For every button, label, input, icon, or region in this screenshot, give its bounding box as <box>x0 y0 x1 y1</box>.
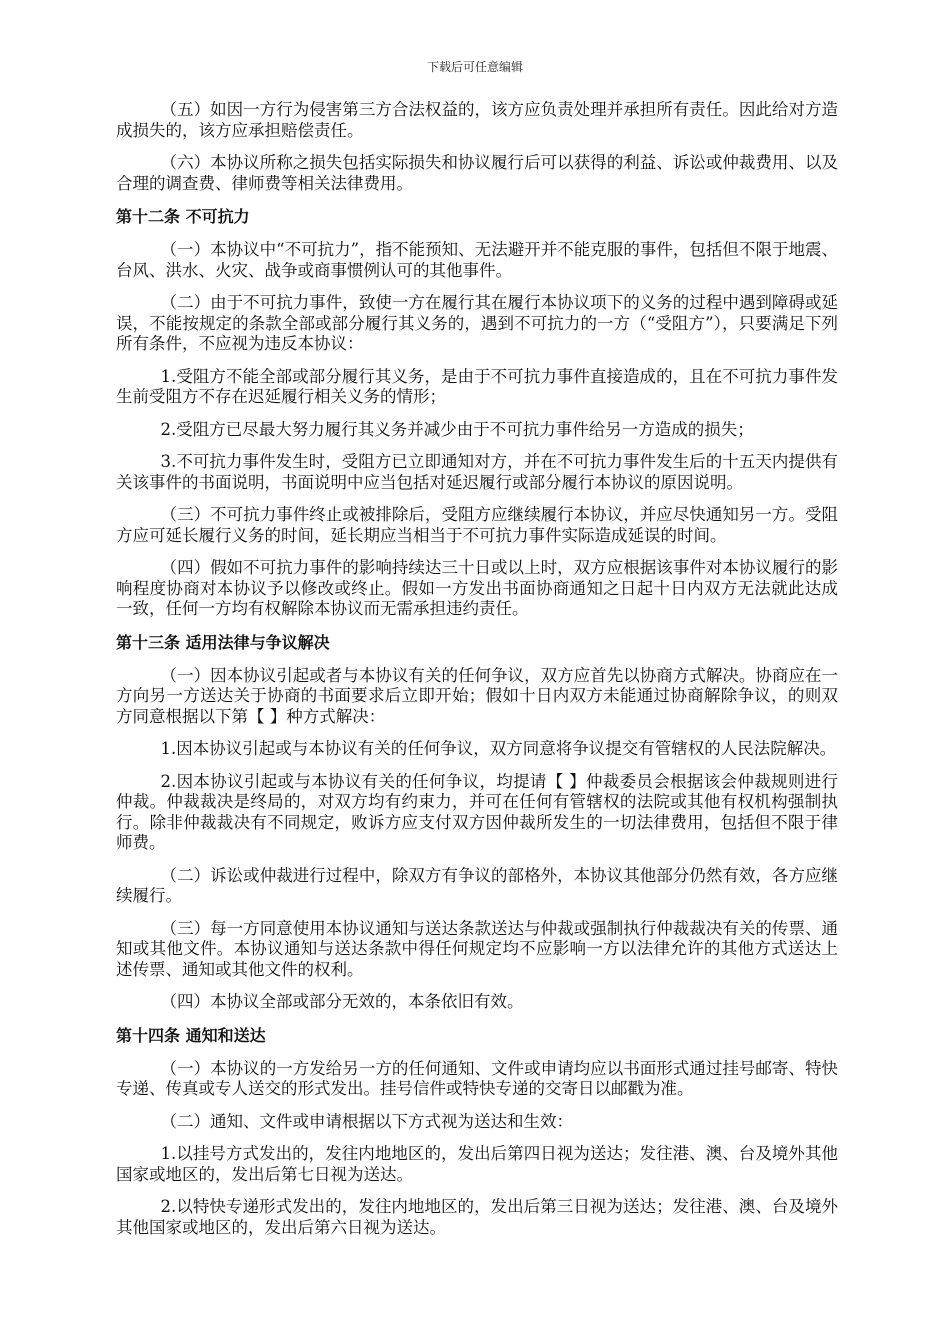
paragraph-6: （六）本协议所称之损失包括实际损失和协议履行后可以获得的利益、诉讼或仲裁费用、以及合理的调查费、律师费等相关法律费用。 <box>116 153 838 193</box>
condition-item-3: 3.不可抗力事件发生时，受阻方已立即通知对方，并在不可抗力事件发生后的十五天内提供有关该事件的书面说明，书面说明中应当包括对延迟履行或部分履行本协议的原因说明。 <box>116 452 838 492</box>
article-14-heading: 第十四条 通知和送达 <box>116 1025 266 1045</box>
condition-item-2: 2.受阻方已尽最大努力履行其义务并减少由于不可抗力事件给另一方造成的损失； <box>160 419 754 439</box>
dispute-option-2: 2.因本协议引起或与本协议有关的任何争议，均提请【 】仲裁委员会根据该会仲裁规则进行仲裁。仲裁裁决是终局的，对双方均有约束力，并可在任何有管辖权的法院或其他有权机构强制执行。除非仲裁裁决有不同规定，败诉方应支付双方因仲裁所发生的一切法律费用，包括但不限于律师费。 <box>116 771 838 852</box>
paragraph-5: （五）如因一方行为侵害第三方合法权益的，该方应负责处理并承担所有责任。因此给对方造成损失的，该方应承担赔偿责任。 <box>116 100 838 140</box>
delivery-item-1: 1.以挂号方式发出的，发往内地地区的，发出后第四日视为送达；发往港、澳、台及境外其他国家或地区的，发出后第七日视为送达。 <box>116 1144 838 1184</box>
paragraph-force-majeure-definition: （一）本协议中“不可抗力”，指不能预知、无法避开并不能克服的事件，包括但不限于地震、台风、洪水、火灾、战争或商事惯例认可的其他事件。 <box>116 240 838 280</box>
document-body <box>116 100 838 1250</box>
paragraph-force-majeure-termination: （三）不可抗力事件终止或被排除后，受阻方应继续履行本协议，并应尽快通知另一方。受阻方应可延长履行义务的时间，延长期应当相当于不可抗力事件实际造成延误的时间。 <box>116 505 838 545</box>
paragraph-force-majeure-conditions: （二）由于不可抗力事件，致使一方在履行其在履行本协议项下的义务的过程中遇到障碍或延误，不能按规定的条款全部或部分履行其义务的，遇到不可抗力的一方（“受阻方”），只要满足下列所有条件，不应视为违反本协议： <box>116 293 838 353</box>
article-13-heading: 第十三条 适用法律与争议解决 <box>116 632 330 652</box>
delivery-item-2: 2.以特快专递形式发出的，发往内地地区的，发出后第三日视为送达；发往港、澳、台及境外其他国家或地区的，发出后第六日视为送达。 <box>116 1197 838 1237</box>
paragraph-dispute-validity: （四）本协议全部或部分无效的，本条依旧有效。 <box>160 992 524 1011</box>
paragraph-notice-delivery: （二）通知、文件或申请根据以下方式视为送达和生效： <box>160 1111 574 1131</box>
condition-item-1: 1.受阻方不能全部或部分履行其义务，是由于不可抗力事件直接造成的，且在不可抗力事件发生前受阻方不存在迟延履行相关义务的情形； <box>116 366 838 406</box>
dispute-option-1: 1.因本协议引起或与本协议有关的任何争议，双方同意将争议提交有管辖权的人民法院解决。 <box>160 739 837 758</box>
paragraph-dispute-continuation: （二）诉讼或仲裁进行过程中，除双方有争议的部格外，本协议其他部分仍然有效，各方应继续履行。 <box>116 865 838 905</box>
paragraph-dispute-negotiation: （一）因本协议引起或者与本协议有关的任何争议，双方应首先以协商方式解决。协商应在一方向另一方送达关于协商的书面要求后立即开始；假如十日内双方未能通过协商解除争议，的则双方同意根据以下第【 】种方式解决： <box>116 665 838 726</box>
paragraph-dispute-service: （三）每一方同意使用本协议通知与送达条款送达与仲裁或强制执行仲裁裁决有关的传票、通知或其他文件。本协议通知与送达条款中得任何规定均不应影响一方以法律允许的其他方式送达上述传票、通知或其他文件的权利。 <box>116 918 838 979</box>
paragraph-force-majeure-duration: （四）假如不可抗力事件的影响持续达三十日或以上时，双方应根据该事件对本协议履行的影响程度协商对本协议予以修改或终止。假如一方发出书面协商通知之日起十日内双方无法就此达成一致，任何一方均有权解除本协议而无需承担违约责任。 <box>116 558 838 618</box>
article-12-heading: 第十二条 不可抗力 <box>116 207 250 226</box>
page-header: 下载后可任意编辑 <box>426 60 523 74</box>
paragraph-notice-form: （一）本协议的一方发给另一方的任何通知、文件或申请均应以书面形式通过挂号邮寄、特快专递、传真或专人送交的形式发出。挂号信件或特快专递的交寄日以邮戳为准。 <box>116 1058 838 1098</box>
